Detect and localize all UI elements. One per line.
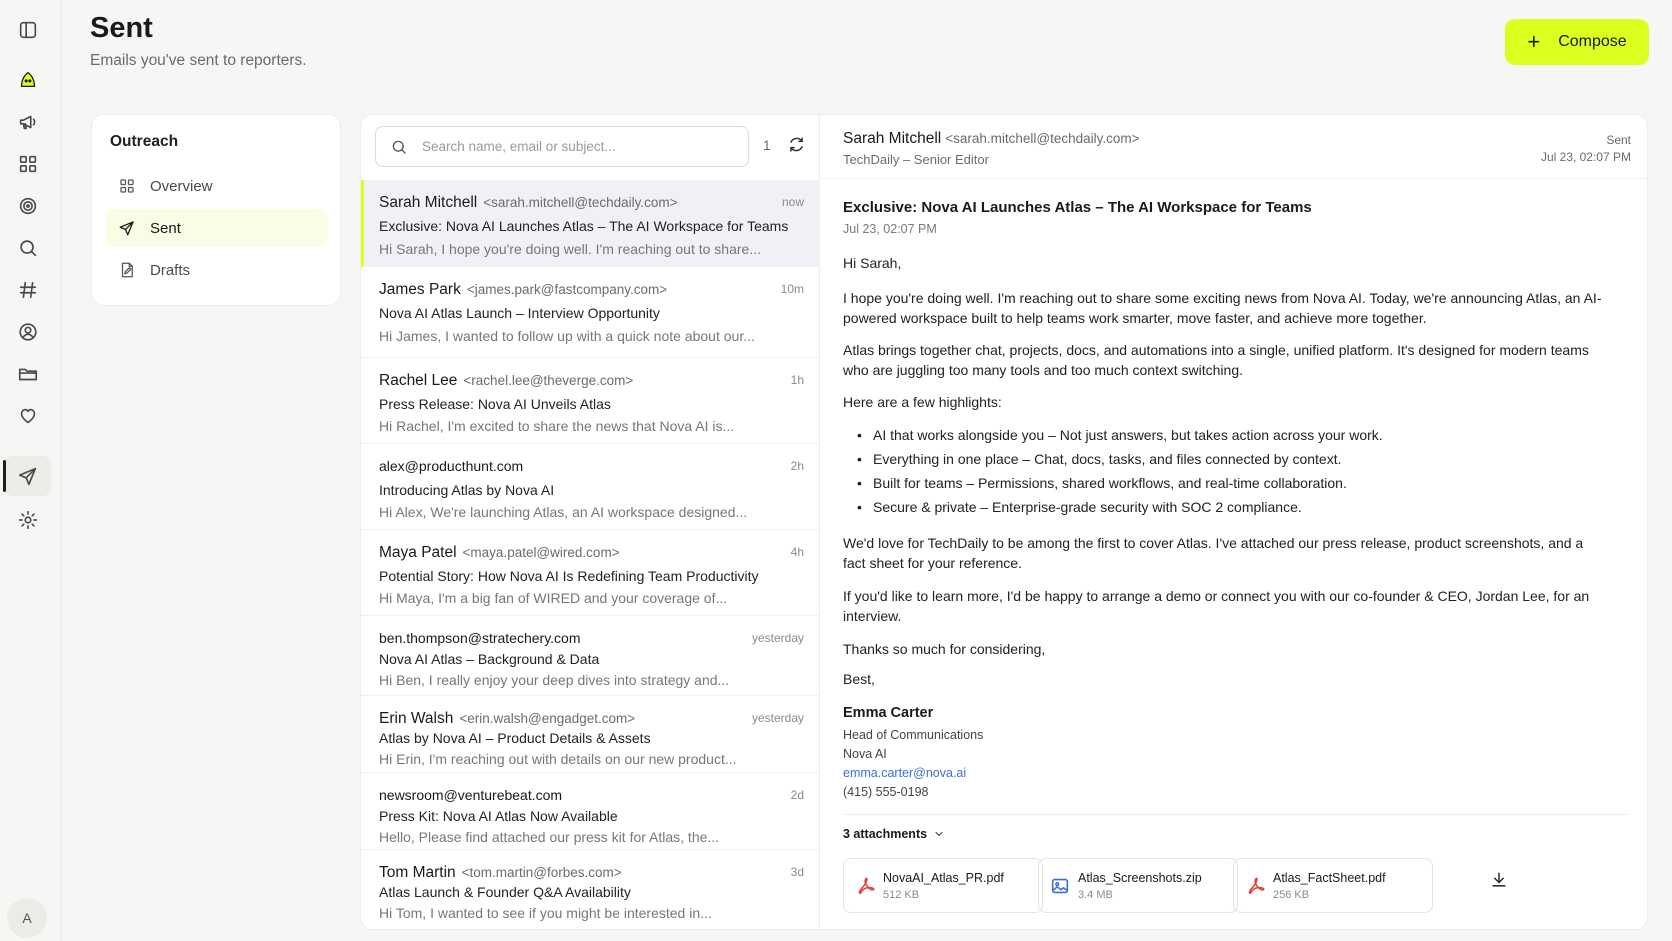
- pdf-icon: [1244, 875, 1266, 897]
- draft-document-icon: [118, 261, 136, 279]
- detail-from-address: <sarah.mitchell@techdaily.com>: [945, 131, 1140, 146]
- row-subject: Press Release: Nova AI Unveils Atlas: [379, 396, 611, 412]
- row-preview: Hi Erin, I'm reaching out with details on our new product...: [379, 751, 737, 767]
- search-icon[interactable]: [5, 228, 51, 268]
- pdf-icon: [854, 875, 876, 897]
- attachment-name: NovaAI_Atlas_PR.pdf: [883, 871, 1004, 885]
- sent-date: Jul 23, 02:07 PM: [1540, 150, 1631, 164]
- target-icon[interactable]: [5, 186, 51, 226]
- chevron-down-icon: [933, 828, 945, 840]
- download-all-button[interactable]: [1484, 865, 1514, 895]
- refresh-button[interactable]: [781, 129, 811, 159]
- row-preview: Hi Rachel, I'm excited to share the news that Nova AI is...: [379, 418, 735, 434]
- sender-address: <james.park@fastcompany.com>: [466, 282, 668, 297]
- attachment-size: 256 KB: [1273, 889, 1310, 901]
- main-panel: [360, 114, 1648, 930]
- attachment-size: 3.4 MB: [1078, 889, 1113, 901]
- email-greeting: Hi Sarah,: [843, 255, 902, 271]
- folder-icon[interactable]: [5, 354, 51, 394]
- nav-item-label: Drafts: [150, 261, 191, 279]
- attachment-name: Atlas_FactSheet.pdf: [1273, 871, 1386, 885]
- search-box: [375, 126, 749, 167]
- dashboard-grid-icon[interactable]: [5, 144, 51, 184]
- attachment-size: 512 KB: [883, 889, 920, 901]
- sender-name: Maya Patel: [379, 544, 457, 561]
- email-list-column: [361, 115, 820, 930]
- refresh-icon: [787, 135, 806, 154]
- email-paragraph: We'd love for TechDaily to be among the first to cover Atlas. I've attached our press release, product screenshots, and a fact sheet for your reference.: [843, 535, 1584, 571]
- send-icon[interactable]: [5, 456, 51, 496]
- row-preview: Hi James, I wanted to follow up with a quick note about our...: [379, 328, 755, 344]
- attachments-divider: [843, 814, 1629, 815]
- email-paragraph: I hope you're doing well. I'm reaching out to share some exciting news from Nova AI. Today, we're announcing Atlas, an AI-powered workspace built to help teams work smarter, move faster, and achieve more together.: [843, 290, 1602, 326]
- grid-icon: [118, 177, 136, 195]
- email-paragraph: Atlas brings together chat, projects, docs, and automations into a single, unified platform. It's designed for modern teams who are juggling too many tools and too much context switching.: [843, 342, 1589, 378]
- sender-name: Sarah Mitchell: [379, 194, 478, 211]
- search-input[interactable]: [422, 127, 742, 166]
- row-subject: Press Kit: Nova AI Atlas Now Available: [379, 808, 618, 824]
- detail-subject: Exclusive: Nova AI Launches Atlas – The AI Workspace for Teams: [843, 199, 1312, 216]
- row-time: 2d: [790, 788, 804, 802]
- detail-from: [843, 130, 1140, 148]
- row-subject: Atlas Launch & Founder Q&A Availability: [379, 884, 631, 900]
- sender-address: <sarah.mitchell@techdaily.com>: [483, 195, 678, 210]
- row-subject: Introducing Atlas by Nova AI: [379, 482, 555, 498]
- left-rail: [0, 0, 62, 941]
- email-row[interactable]: [361, 773, 820, 850]
- email-detail: [821, 115, 1648, 930]
- row-time: yesterday: [751, 631, 804, 645]
- sender-name: James Park: [379, 281, 461, 298]
- row-time: 10m: [780, 282, 804, 296]
- list-item: • Everything in one place – Chat, docs, tasks, and files connected by context.: [843, 449, 1603, 473]
- outreach-nav: [91, 114, 341, 306]
- nav-item-drafts[interactable]: [106, 251, 328, 289]
- attachments-toggle[interactable]: [843, 827, 945, 841]
- highlights-list: [843, 425, 1603, 521]
- list-item: • AI that works alongside you – Not just answers, but takes action across your work.: [843, 425, 1603, 449]
- attachment-card[interactable]: [843, 858, 1043, 913]
- row-preview: Hi Tom, I wanted to see if you might be interested in...: [379, 905, 712, 921]
- hashtag-icon[interactable]: [5, 270, 51, 310]
- row-preview: Hi Ben, I really enjoy your deep dives into strategy and...: [379, 672, 730, 688]
- mascot-logo-icon[interactable]: [5, 60, 51, 100]
- sender-address: <rachel.lee@theverge.com>: [463, 373, 634, 388]
- email-row[interactable]: [361, 850, 820, 930]
- row-time: 1h: [790, 373, 804, 387]
- sender-name: Erin Walsh: [379, 710, 454, 727]
- email-paragraph: If you'd like to learn more, I'd be happy to arrange a demo or connect you with our co-founder & CEO, Jordan Lee, for an interview.: [843, 588, 1590, 624]
- avatar-initial: A: [22, 910, 32, 926]
- compose-button[interactable]: [1505, 19, 1649, 65]
- page-subtitle: Emails you've sent to reporters.: [90, 52, 307, 69]
- outreach-heading: Outreach: [110, 133, 179, 150]
- email-row[interactable]: [361, 267, 820, 358]
- user-avatar[interactable]: [7, 898, 47, 938]
- sender-address: <erin.walsh@engadget.com>: [459, 711, 636, 726]
- nav-item-sent[interactable]: [106, 209, 328, 247]
- email-row[interactable]: [361, 616, 820, 696]
- row-subject: Atlas by Nova AI – Product Details & Assets: [379, 730, 651, 746]
- row-time: 2h: [790, 459, 804, 473]
- email-row[interactable]: [361, 444, 820, 530]
- row-preview: Hi Alex, We're launching Atlas, an AI workspace designed...: [379, 504, 748, 520]
- row-subject: Potential Story: How Nova AI Is Redefining Team Productivity: [379, 568, 759, 584]
- row-preview: Hello, Please find attached our press kit for Atlas, the...: [379, 829, 720, 845]
- contact-icon[interactable]: [5, 312, 51, 352]
- heart-icon[interactable]: [5, 396, 51, 436]
- email-closing: Best,: [843, 671, 875, 687]
- sender-name: Tom Martin: [379, 864, 456, 881]
- email-row[interactable]: [361, 696, 820, 773]
- image-icon: [1049, 875, 1071, 897]
- sender-name: newsroom@venturebeat.com: [379, 787, 563, 803]
- nav-item-label: Overview: [150, 177, 213, 195]
- row-subject: Nova AI Atlas Launch – Interview Opportunity: [379, 305, 660, 321]
- signature-email-link[interactable]: emma.carter@nova.ai: [843, 766, 967, 780]
- nav-item-overview[interactable]: [106, 167, 328, 205]
- detail-role: TechDaily – Senior Editor: [843, 152, 989, 167]
- email-row[interactable]: [361, 358, 820, 444]
- row-time: now: [781, 195, 804, 209]
- sender-address: <maya.patel@wired.com>: [462, 545, 620, 560]
- row-time: 3d: [790, 865, 804, 879]
- email-row[interactable]: [361, 180, 820, 267]
- row-preview: Hi Sarah, I hope you're doing well. I'm reaching out to share...: [379, 241, 761, 257]
- nav-item-label: Sent: [150, 219, 181, 237]
- row-time: 4h: [790, 545, 804, 559]
- email-row[interactable]: [361, 530, 820, 616]
- attachments-label: 3 attachments: [843, 827, 928, 841]
- signature-title: Head of Communications: [843, 728, 984, 742]
- detail-from-name: Sarah Mitchell: [843, 130, 942, 147]
- signature-phone: (415) 555-0198: [843, 785, 929, 799]
- sender-name: ben.thompson@stratechery.com: [379, 630, 581, 646]
- attachment-card[interactable]: [1038, 858, 1238, 913]
- gear-icon[interactable]: [5, 500, 51, 540]
- attachment-name: Atlas_Screenshots.zip: [1078, 871, 1202, 885]
- sender-name: alex@producthunt.com: [379, 458, 524, 474]
- list-item: • Secure & private – Enterprise-grade security with SOC 2 compliance.: [843, 497, 1603, 521]
- highlights-intro: Here are a few highlights:: [843, 394, 1002, 410]
- status-label: Sent: [1606, 133, 1631, 147]
- detail-date: Jul 23, 02:07 PM: [843, 222, 937, 236]
- sender-address: <tom.martin@forbes.com>: [461, 865, 622, 880]
- send-icon: [118, 219, 136, 237]
- row-time: yesterday: [751, 711, 804, 725]
- list-item: • Built for teams – Permissions, shared workflows, and real-time collaboration.: [843, 473, 1603, 497]
- plus-icon: +: [1527, 29, 1541, 54]
- megaphone-icon[interactable]: [5, 102, 51, 142]
- search-icon: [390, 138, 408, 156]
- page-title: Sent: [90, 12, 153, 44]
- compose-label: Compose: [1558, 33, 1627, 50]
- detail-header: [821, 115, 1648, 179]
- email-thanks: Thanks so much for considering,: [843, 641, 1046, 657]
- attachment-card[interactable]: [1233, 858, 1433, 913]
- result-count: 1: [763, 138, 771, 153]
- sidebar-toggle-icon[interactable]: [5, 10, 51, 50]
- row-preview: Hi Maya, I'm a big fan of WIRED and your coverage of...: [379, 590, 728, 606]
- row-subject: Exclusive: Nova AI Launches Atlas – The AI Workspace for Teams: [379, 218, 789, 234]
- row-subject: Nova AI Atlas – Background & Data: [379, 651, 600, 667]
- sender-name: Rachel Lee: [379, 372, 458, 389]
- signature-company: Nova AI: [843, 747, 887, 761]
- signature-name: Emma Carter: [843, 705, 934, 721]
- download-icon: [1489, 870, 1509, 890]
